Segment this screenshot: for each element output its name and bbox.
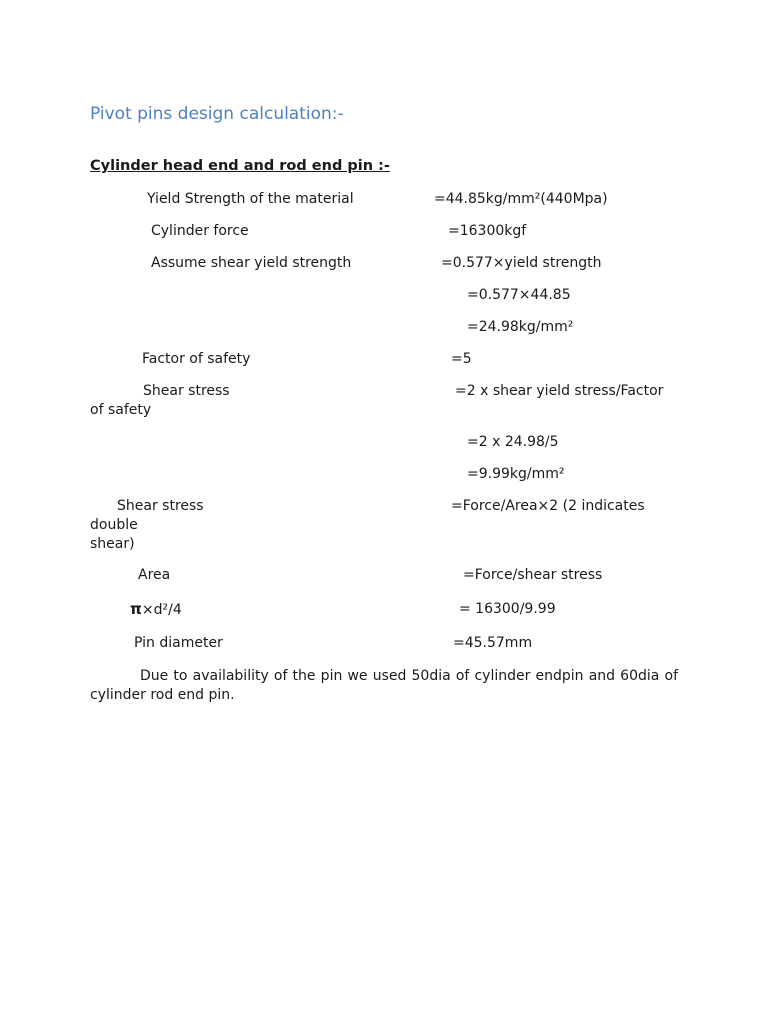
area-value: =Force/shear stress <box>463 567 603 583</box>
pin-diameter-value: =45.57mm <box>453 635 533 651</box>
shear-yield-step-1: =0.577×44.85 <box>467 287 571 303</box>
area-label: Area <box>138 567 171 583</box>
shear-stress-double-value-line-1: =Force/Area×2 (2 indicates <box>451 498 645 514</box>
shear-stress-step-1: =2 x 24.98/5 <box>467 434 559 450</box>
conclusion-paragraph: Due to availability of the pin we used 50dia of cylinder endpin and 60dia of cylinder rod end pin. <box>90 668 678 703</box>
pin-diameter-label: Pin diameter <box>134 635 223 651</box>
cylinder-force-value: =16300kgf <box>448 223 527 239</box>
page-title: Pivot pins design calculation:- <box>90 104 344 124</box>
yield-strength-label: Yield Strength of the material <box>147 191 354 207</box>
yield-strength-value: =44.85kg/mm²(440Mpa) <box>434 191 608 207</box>
cylinder-force-label: Cylinder force <box>151 223 249 239</box>
factor-of-safety-value: =5 <box>451 351 472 367</box>
pi-symbol: π <box>130 600 142 618</box>
shear-yield-label: Assume shear yield strength <box>151 255 352 271</box>
shear-stress-double-value-line-2: double <box>90 517 138 533</box>
shear-yield-value: =0.577×yield strength <box>441 255 602 271</box>
pi-expression <box>130 600 182 620</box>
shear-stress-value-line-1: =2 x shear yield stress/Factor <box>455 383 664 399</box>
factor-of-safety-label: Factor of safety <box>142 351 251 367</box>
shear-stress-label: Shear stress <box>143 383 230 399</box>
section-heading: Cylinder head end and rod end pin :- <box>90 158 390 174</box>
shear-stress-double-label: Shear stress <box>117 498 204 514</box>
pi-expression-text: ×d²/4 <box>141 602 182 618</box>
shear-stress-step-2: =9.99kg/mm² <box>467 466 565 482</box>
shear-stress-value-line-2: of safety <box>90 402 152 418</box>
shear-yield-step-2: =24.98kg/mm² <box>467 319 574 335</box>
pi-expression-value: = 16300/9.99 <box>459 601 556 617</box>
shear-stress-double-value-line-3: shear) <box>90 536 135 552</box>
